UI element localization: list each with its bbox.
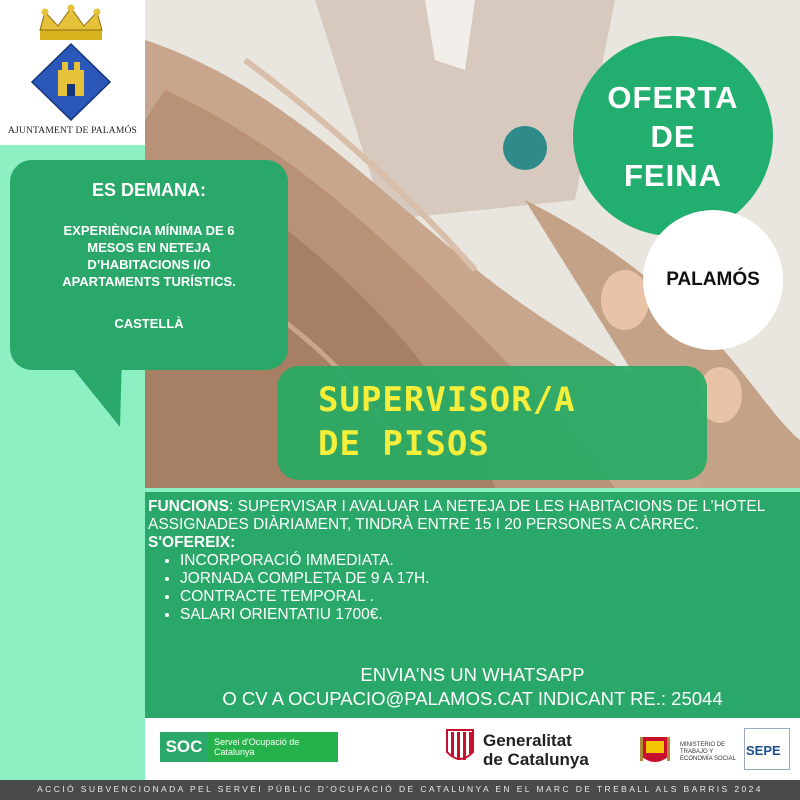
sepe-label: SEPE	[746, 743, 781, 758]
requirement-line: EXPERIÈNCIA MÍNIMA DE 6	[63, 223, 235, 238]
soc-logo: SOC	[160, 732, 208, 762]
bubble-tail	[62, 355, 122, 430]
offer-line: DE	[650, 118, 696, 154]
ministerio-text: MINISTERIO DE TRABAJO Y ECONOMÍA SOCIAL	[680, 742, 737, 762]
offers-label-text: S'OFEREIX:	[148, 534, 236, 551]
location-circle	[643, 210, 783, 350]
functions-paragraph	[148, 498, 796, 534]
contact-line: O CV A OCUPACIO@PALAMOS.CAT INDICANT RE.: 25044	[222, 688, 723, 709]
contact-info	[145, 663, 800, 711]
details-text	[148, 498, 796, 624]
benefits-list	[148, 552, 796, 624]
list-item: • SALARI ORIENTATIU 1700€.	[180, 606, 796, 624]
functions-label: FUNCIONS	[148, 498, 229, 515]
contact-line: ENVIA'NS UN WHATSAPP	[360, 664, 585, 685]
list-item: • INCORPORACIÓ IMMEDIATA.	[180, 552, 796, 570]
soc-logo-text: Servei d'Ocupació de Catalunya	[208, 732, 338, 762]
offers-label	[148, 534, 796, 552]
generalitat-line: de Catalunya	[483, 750, 589, 769]
generalitat-logo-text	[483, 731, 589, 769]
functions-text: : SUPERVISAR I AVALUAR LA NETEJA DE LES HABITACIONS DE L’HOTEL ASSIGNADES DIÀRIAMENT, TINDRÀ ENTRE 15 I 20 PERSONES A CÀRREC.	[148, 498, 765, 533]
offer-line: OFERTA	[607, 79, 739, 115]
job-title-line: SUPERVISOR/A	[318, 380, 576, 420]
job-title-line: DE PISOS	[318, 424, 490, 464]
offer-line: FEINA	[624, 157, 722, 193]
job-title	[318, 378, 698, 466]
badge-icon	[503, 126, 547, 170]
requirements-text	[30, 222, 268, 290]
logo-caption: AJUNTAMENT DE PALAMÓS	[7, 126, 138, 136]
job-offer-circle	[573, 36, 773, 236]
requirement-line: APARTAMENTS TURÍSTICS.	[62, 274, 236, 289]
town-hall-logo	[0, 0, 145, 145]
generalitat-icon	[445, 728, 475, 766]
requirement-line: D’HABITACIONS I/O	[87, 257, 211, 272]
requirement-line: MESOS EN NETEJA	[87, 240, 211, 255]
location-label: PALAMÓS	[666, 269, 760, 290]
requirements-title: ES DEMANA:	[91, 180, 206, 200]
generalitat-line: Generalitat	[483, 731, 572, 750]
requirement-language: CASTELLÀ	[114, 316, 184, 331]
coat-of-arms-icon	[0, 0, 145, 128]
list-item: • CONTRACTE TEMPORAL .	[180, 588, 796, 606]
list-item: • JORNADA COMPLETA DE 9 A 17H.	[180, 570, 796, 588]
footer-text: ACCIÓ SUBVENCIONADA PEL SERVEI PÚBLIC D'OCUPACIÓ DE CATALUNYA EN EL MARC DE TREBALL ALS BARRIS 2024	[37, 784, 763, 794]
